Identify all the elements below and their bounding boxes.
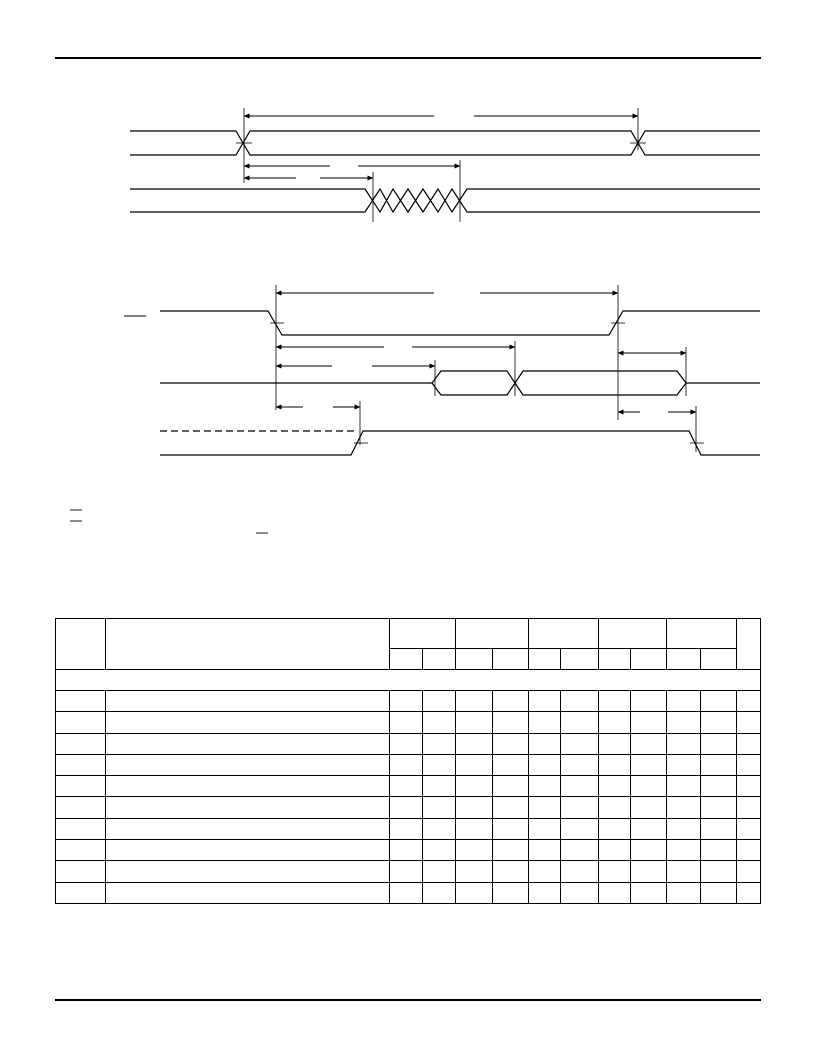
- header-max-cell: [631, 649, 666, 669]
- table-row: [56, 818, 761, 839]
- access-time-dimension: [244, 160, 460, 222]
- power-down-dimension: [618, 406, 696, 452]
- signal-c-waveform: [160, 431, 760, 455]
- header-parameter-cell: [105, 619, 390, 670]
- header-group-cell: [666, 619, 736, 649]
- header-group-cell: [528, 619, 598, 649]
- table-row: [56, 882, 761, 903]
- table-row: [56, 754, 761, 775]
- signal-a-waveform: [160, 311, 760, 335]
- header-group-cell: [598, 619, 666, 649]
- header-max-cell: [701, 649, 736, 669]
- table-row: [56, 840, 761, 861]
- enable-lowz-dimension: [276, 360, 435, 396]
- timing-diagram-2: [124, 285, 760, 455]
- header-max-cell: [422, 649, 455, 669]
- table-row: [56, 861, 761, 882]
- signal-b-waveform: [160, 371, 760, 395]
- table-row: [56, 691, 761, 712]
- signal-2-waveform: [130, 189, 760, 212]
- header-max-cell: [492, 649, 528, 669]
- section-cell: [56, 669, 761, 690]
- table-header-row-1: [56, 619, 761, 649]
- header-group-cell: [390, 619, 456, 649]
- header-group-cell: [456, 619, 529, 649]
- header-symbol-cell: [56, 619, 106, 670]
- ac-characteristics-table: [55, 618, 761, 904]
- table-row: [56, 776, 761, 797]
- footer-rule: [55, 999, 761, 1001]
- enable-access-dimension: [276, 341, 515, 396]
- header-unit-cell: [736, 619, 760, 670]
- header-min-cell: [456, 649, 492, 669]
- header-min-cell: [598, 649, 630, 669]
- header-min-cell: [666, 649, 700, 669]
- table-row: [56, 712, 761, 733]
- signal-1-waveform: [130, 131, 760, 155]
- hold-time-dimension: [244, 172, 373, 222]
- header-min-cell: [528, 649, 560, 669]
- header-max-cell: [561, 649, 598, 669]
- header-min-cell: [390, 649, 422, 669]
- table-row: [56, 733, 761, 754]
- timing-diagram-1: [130, 108, 760, 222]
- table-row: [56, 797, 761, 818]
- power-up-dimension: [276, 401, 360, 445]
- table-section-row: [56, 669, 761, 690]
